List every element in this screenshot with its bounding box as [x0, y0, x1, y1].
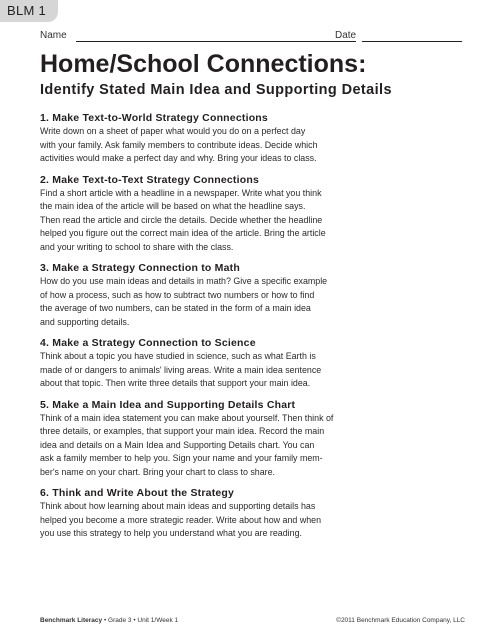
body-line: helped you figure out the correct main idea of the article. Bring the article: [40, 228, 326, 238]
blm-tab: [0, 0, 58, 22]
sections: [40, 111, 470, 548]
body-line: you use this strategy to help you understand what you are reading.: [40, 528, 302, 538]
date-label: Date: [335, 30, 357, 41]
section-heading: 3. Make a Strategy Connection to Math: [40, 262, 240, 274]
body-line: ber's name on your chart. Bring your chart to class to share.: [40, 466, 276, 477]
page-subtitle: Identify Stated Main Idea and Supporting Details: [40, 82, 392, 98]
body-line: idea and details on a Main Idea and Supporting Details chart. You can: [40, 439, 315, 450]
body-line: the main idea of the article will be based on what the headline says.: [40, 201, 306, 211]
body-line: of how a process, such as how to subtract two numbers or how to find: [40, 289, 315, 300]
section-heading: 6. Think and Write About the Strategy: [40, 487, 235, 499]
section: [40, 336, 470, 391]
body-line: and your writing to school to share with the class.: [40, 241, 234, 252]
body-line: and supporting details.: [40, 316, 130, 327]
name-date-row: [40, 30, 462, 44]
section-body: [40, 500, 470, 541]
body-line: Think of a main idea statement you can make about yourself. Then think of: [40, 412, 334, 423]
section-body: [40, 350, 470, 391]
blm-label: BLM 1: [7, 3, 47, 18]
footer-brand: Benchmark Literacy: [40, 617, 103, 624]
section-body: [40, 275, 470, 329]
body-line: Then read the article and circle the details. Decide whether the headline: [40, 214, 323, 225]
page-title: Home/School Connections:: [40, 50, 367, 78]
section-heading: 4. Make a Strategy Connection to Science: [40, 337, 256, 349]
body-line: How do you use main ideas and details in math? Give a specific example: [40, 276, 328, 286]
footer-copyright: ©2011 Benchmark Education Company, LLC: [336, 617, 465, 624]
section: [40, 111, 470, 166]
body-line: Find a short article with a headline in a newspaper. Write what you think: [40, 187, 322, 198]
footer-course: • Grade 3 • Unit 1/Week 1: [103, 617, 179, 624]
section-body: [40, 187, 470, 255]
body-line: Write down on a sheet of paper what would you do on a perfect day: [40, 126, 306, 136]
body-line: Think about a topic you have studied in science, such as what Earth is: [40, 351, 316, 361]
body-line: ask a family member to help you. Sign your name and your family mem-: [40, 453, 323, 463]
section: [40, 173, 470, 255]
date-line[interactable]: [362, 41, 462, 42]
section-body: [40, 412, 470, 480]
body-line: activities would make a perfect day and why. Bring your ideas to class.: [40, 153, 317, 163]
body-line: three details, or examples, that support your main idea. Record the main: [40, 426, 325, 436]
body-line: helped you become a more strategic reader. Write about how and when: [40, 514, 322, 525]
body-line: Think about how learning about main ideas and supporting details has: [40, 501, 316, 511]
section-heading: 2. Make Text-to-Text Strategy Connections: [40, 173, 260, 186]
section: [40, 261, 470, 329]
footer: [40, 617, 465, 624]
section: [40, 486, 470, 541]
name-line[interactable]: [76, 41, 356, 42]
body-line: the average of two numbers, can be stated in the form of a main idea: [40, 303, 311, 313]
body-line: with your family. Ask family members to contribute ideas. Decide which: [40, 139, 318, 150]
section-body: [40, 125, 470, 166]
body-line: made of or dangers to animals' living areas. Write a main idea sentence: [40, 364, 322, 375]
section-heading: 1. Make Text-to-World Strategy Connections: [40, 112, 268, 124]
body-line: about that topic. Then write three details that support your main idea.: [40, 378, 311, 388]
section-heading: 5. Make a Main Idea and Supporting Details Chart: [40, 398, 296, 411]
section: [40, 398, 470, 480]
name-label: Name: [40, 30, 67, 41]
